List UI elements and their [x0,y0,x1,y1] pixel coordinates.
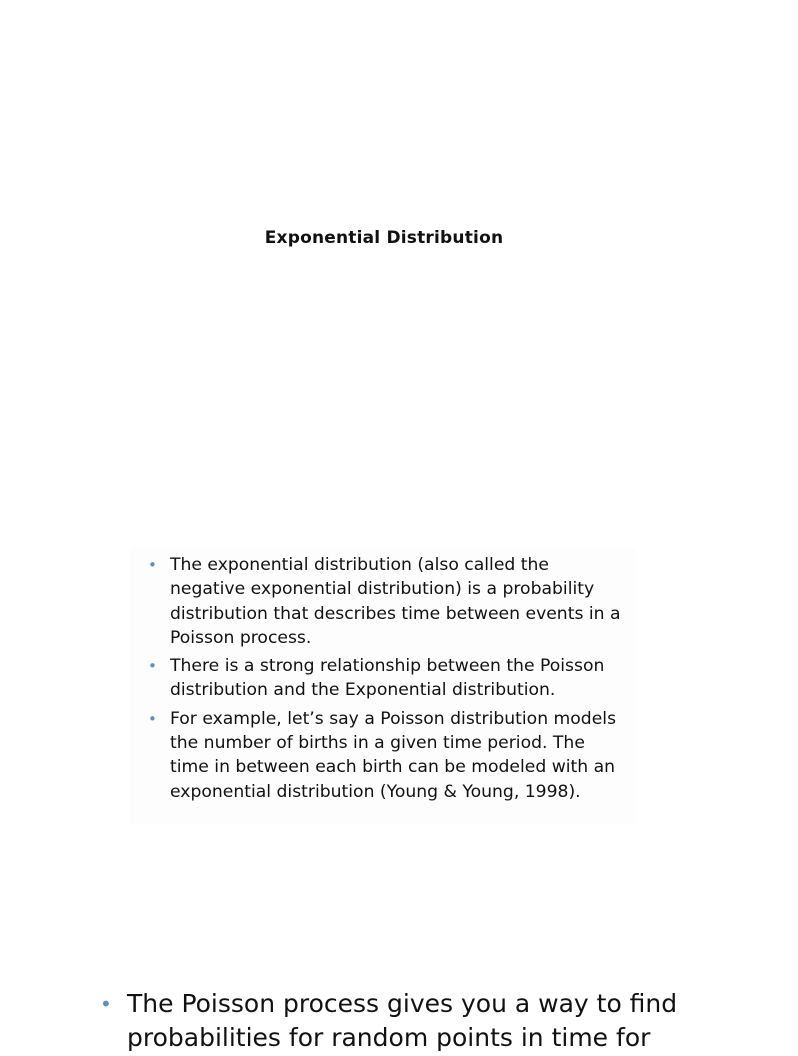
list-item-line: distribution and the Exponential distribution. [170,680,556,701]
list-item [148,553,688,650]
list-item [148,654,688,703]
slide-image [130,548,636,824]
list-item-line: Poisson process. [170,627,312,648]
list-item-line: There is a strong relationship between the Poisson [170,656,605,677]
next-slide-preview [98,986,798,1052]
bullet-icon: • [100,992,112,1016]
bullet-icon: • [148,709,157,728]
list-item-line: For example, let’s say a Poisson distribution models [170,708,617,729]
bullet-icon: • [148,556,157,574]
list-item-line: the number of births in a given time period. The [170,733,585,754]
bullet-list [148,553,688,808]
list-item-line: distribution that describes time between events in a [170,603,621,624]
bullet-icon: • [148,657,157,676]
list-item-line: time in between each birth can be modeled with an [170,757,616,778]
next-slide-line: The Poisson process gives you a way to find [127,989,678,1018]
list-item-line: exponential distribution (Young & Young, 1998). [170,781,581,802]
list-item [148,707,688,804]
next-slide-line: probabilities for random points in time for [127,1023,651,1052]
page-title: Exponential Distribution [264,228,504,248]
list-item-line: The exponential distribution (also called the [170,555,549,575]
list-item-line: negative exponential distribution) is a probability [170,579,595,600]
